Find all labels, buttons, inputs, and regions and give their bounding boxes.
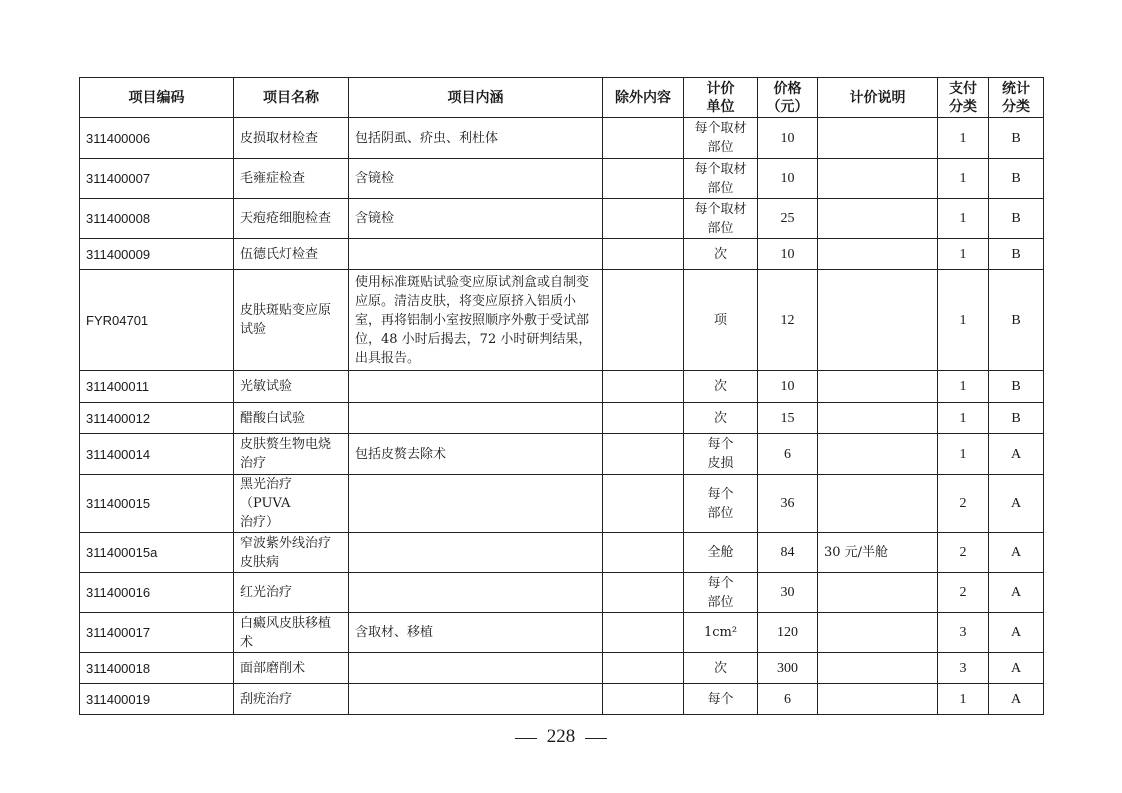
- item-name-cell: 毛雍症检查: [234, 159, 349, 199]
- price-cell: 120: [758, 613, 818, 653]
- item-content-cell: 含取材、移植: [349, 613, 603, 653]
- table-header-row: [80, 78, 1044, 118]
- exclusion-cell: [603, 199, 684, 239]
- item-code-cell: 311400014: [80, 434, 234, 475]
- table-row: [80, 239, 1044, 270]
- item-code-cell: 311400017: [80, 613, 234, 653]
- exclusion-cell: [603, 434, 684, 475]
- item-name-cell: 皮肤斑贴变应原 试验: [234, 270, 349, 371]
- item-name-cell: 天疱疮细胞检查: [234, 199, 349, 239]
- pricing-note-cell: [818, 653, 938, 684]
- item-name-cell: 皮损取材检查: [234, 118, 349, 159]
- pricing-note-cell: [818, 434, 938, 475]
- exclusion-cell: [603, 270, 684, 371]
- payment-class-cell: 1: [938, 159, 989, 199]
- exclusion-cell: [603, 533, 684, 573]
- payment-class-cell: 1: [938, 270, 989, 371]
- unit-cell: 每个取材 部位: [684, 118, 758, 159]
- item-content-cell: [349, 403, 603, 434]
- table-row: [80, 371, 1044, 403]
- payment-class-cell: 1: [938, 371, 989, 403]
- price-cell: 10: [758, 371, 818, 403]
- item-code-cell: 311400011: [80, 371, 234, 403]
- page-number-dash-left: [515, 738, 537, 739]
- header-cell: 计价 单位: [684, 78, 758, 118]
- table-row: [80, 653, 1044, 684]
- item-code-cell: 311400008: [80, 199, 234, 239]
- exclusion-cell: [603, 159, 684, 199]
- pricing-note-cell: [818, 684, 938, 715]
- pricing-note-cell: [818, 573, 938, 613]
- payment-class-cell: 1: [938, 199, 989, 239]
- stat-class-cell: B: [989, 270, 1044, 371]
- payment-class-cell: 2: [938, 475, 989, 533]
- pricing-note-cell: [818, 475, 938, 533]
- item-name-cell: 面部磨削术: [234, 653, 349, 684]
- table-row: [80, 434, 1044, 475]
- price-cell: 6: [758, 684, 818, 715]
- item-name-cell: 光敏试验: [234, 371, 349, 403]
- price-cell: 12: [758, 270, 818, 371]
- unit-cell: 1cm²: [684, 613, 758, 653]
- unit-cell: 每个 部位: [684, 475, 758, 533]
- table-row: [80, 684, 1044, 715]
- header-cell: 价格 （元）: [758, 78, 818, 118]
- item-content-cell: [349, 475, 603, 533]
- item-content-cell: [349, 684, 603, 715]
- item-content-cell: 包括阴虱、疥虫、利杜体: [349, 118, 603, 159]
- page-number-dash-right: [585, 738, 607, 739]
- unit-cell: 次: [684, 239, 758, 270]
- item-code-cell: 311400019: [80, 684, 234, 715]
- stat-class-cell: B: [989, 371, 1044, 403]
- payment-class-cell: 2: [938, 533, 989, 573]
- item-name-cell: 白癜风皮肤移植 术: [234, 613, 349, 653]
- pricing-note-cell: [818, 159, 938, 199]
- item-content-cell: 包括皮赘去除术: [349, 434, 603, 475]
- header-cell: 统计 分类: [989, 78, 1044, 118]
- table-row: [80, 573, 1044, 613]
- table-row: [80, 159, 1044, 199]
- stat-class-cell: A: [989, 434, 1044, 475]
- unit-cell: 每个取材 部位: [684, 199, 758, 239]
- item-name-cell: 窄波紫外线治疗 皮肤病: [234, 533, 349, 573]
- item-code-cell: 311400018: [80, 653, 234, 684]
- payment-class-cell: 1: [938, 239, 989, 270]
- stat-class-cell: A: [989, 533, 1044, 573]
- item-content-cell: [349, 573, 603, 613]
- price-cell: 25: [758, 199, 818, 239]
- item-code-cell: 311400007: [80, 159, 234, 199]
- pricing-note-cell: [818, 613, 938, 653]
- header-cell: 计价说明: [818, 78, 938, 118]
- item-content-cell: [349, 371, 603, 403]
- exclusion-cell: [603, 653, 684, 684]
- unit-cell: 次: [684, 653, 758, 684]
- unit-cell: 每个: [684, 684, 758, 715]
- price-cell: 36: [758, 475, 818, 533]
- payment-class-cell: 3: [938, 653, 989, 684]
- stat-class-cell: B: [989, 403, 1044, 434]
- exclusion-cell: [603, 118, 684, 159]
- exclusion-cell: [603, 613, 684, 653]
- unit-cell: 每个 皮损: [684, 434, 758, 475]
- stat-class-cell: B: [989, 118, 1044, 159]
- payment-class-cell: 2: [938, 573, 989, 613]
- pricing-note-cell: [818, 371, 938, 403]
- table-row: [80, 533, 1044, 573]
- item-content-cell: [349, 653, 603, 684]
- exclusion-cell: [603, 371, 684, 403]
- price-table: [79, 77, 1044, 715]
- item-content-cell: [349, 533, 603, 573]
- item-name-cell: 黑光治疗（PUVA 治疗）: [234, 475, 349, 533]
- price-cell: 10: [758, 239, 818, 270]
- unit-cell: 次: [684, 371, 758, 403]
- item-code-cell: 311400015a: [80, 533, 234, 573]
- item-name-cell: 皮肤赘生物电烧 治疗: [234, 434, 349, 475]
- stat-class-cell: A: [989, 573, 1044, 613]
- unit-cell: 次: [684, 403, 758, 434]
- unit-cell: 每个 部位: [684, 573, 758, 613]
- page-number-text: 228: [546, 726, 576, 747]
- item-code-cell: 311400012: [80, 403, 234, 434]
- pricing-note-cell: [818, 118, 938, 159]
- item-content-cell: [349, 239, 603, 270]
- table-row: [80, 199, 1044, 239]
- header-cell: 支付 分类: [938, 78, 989, 118]
- item-name-cell: 伍德氏灯检查: [234, 239, 349, 270]
- payment-class-cell: 1: [938, 684, 989, 715]
- price-cell: 10: [758, 159, 818, 199]
- table-row: [80, 118, 1044, 159]
- pricing-note-cell: 30 元/半舱: [818, 533, 938, 573]
- table-row: [80, 270, 1044, 371]
- stat-class-cell: A: [989, 684, 1044, 715]
- item-content-cell: 含镜检: [349, 199, 603, 239]
- exclusion-cell: [603, 573, 684, 613]
- item-content-cell: 含镜检: [349, 159, 603, 199]
- exclusion-cell: [603, 684, 684, 715]
- pricing-note-cell: [818, 270, 938, 371]
- header-cell: 除外内容: [603, 78, 684, 118]
- price-cell: 300: [758, 653, 818, 684]
- stat-class-cell: A: [989, 613, 1044, 653]
- item-name-cell: 刮疣治疗: [234, 684, 349, 715]
- table-row: [80, 403, 1044, 434]
- payment-class-cell: 1: [938, 403, 989, 434]
- exclusion-cell: [603, 239, 684, 270]
- pricing-note-cell: [818, 199, 938, 239]
- stat-class-cell: B: [989, 199, 1044, 239]
- stat-class-cell: A: [989, 475, 1044, 533]
- exclusion-cell: [603, 403, 684, 434]
- payment-class-cell: 3: [938, 613, 989, 653]
- unit-cell: 全舱: [684, 533, 758, 573]
- item-code-cell: 311400006: [80, 118, 234, 159]
- stat-class-cell: A: [989, 653, 1044, 684]
- table-row: [80, 613, 1044, 653]
- stat-class-cell: B: [989, 159, 1044, 199]
- stat-class-cell: B: [989, 239, 1044, 270]
- unit-cell: 每个取材 部位: [684, 159, 758, 199]
- header-cell: 项目编码: [80, 78, 234, 118]
- item-code-cell: 311400016: [80, 573, 234, 613]
- item-code-cell: 311400009: [80, 239, 234, 270]
- payment-class-cell: 1: [938, 118, 989, 159]
- table-row: [80, 475, 1044, 533]
- item-name-cell: 醋酸白试验: [234, 403, 349, 434]
- unit-cell: 项: [684, 270, 758, 371]
- pricing-note-cell: [818, 403, 938, 434]
- header-cell: 项目内涵: [349, 78, 603, 118]
- price-cell: 6: [758, 434, 818, 475]
- price-cell: 15: [758, 403, 818, 434]
- item-code-cell: 311400015: [80, 475, 234, 533]
- page-number: [0, 726, 1122, 748]
- price-cell: 30: [758, 573, 818, 613]
- header-cell: 项目名称: [234, 78, 349, 118]
- item-code-cell: FYR04701: [80, 270, 234, 371]
- price-cell: 84: [758, 533, 818, 573]
- item-name-cell: 红光治疗: [234, 573, 349, 613]
- payment-class-cell: 1: [938, 434, 989, 475]
- item-content-cell: 使用标准斑贴试验变应原试剂盒或自制变应原。清洁皮肤，将变应原挤入铝质小室，再将铝制小室按照顺序外敷于受试部位，48 小时后揭去，72 小时研判结果，出具报告。: [349, 270, 603, 371]
- pricing-note-cell: [818, 239, 938, 270]
- price-cell: 10: [758, 118, 818, 159]
- exclusion-cell: [603, 475, 684, 533]
